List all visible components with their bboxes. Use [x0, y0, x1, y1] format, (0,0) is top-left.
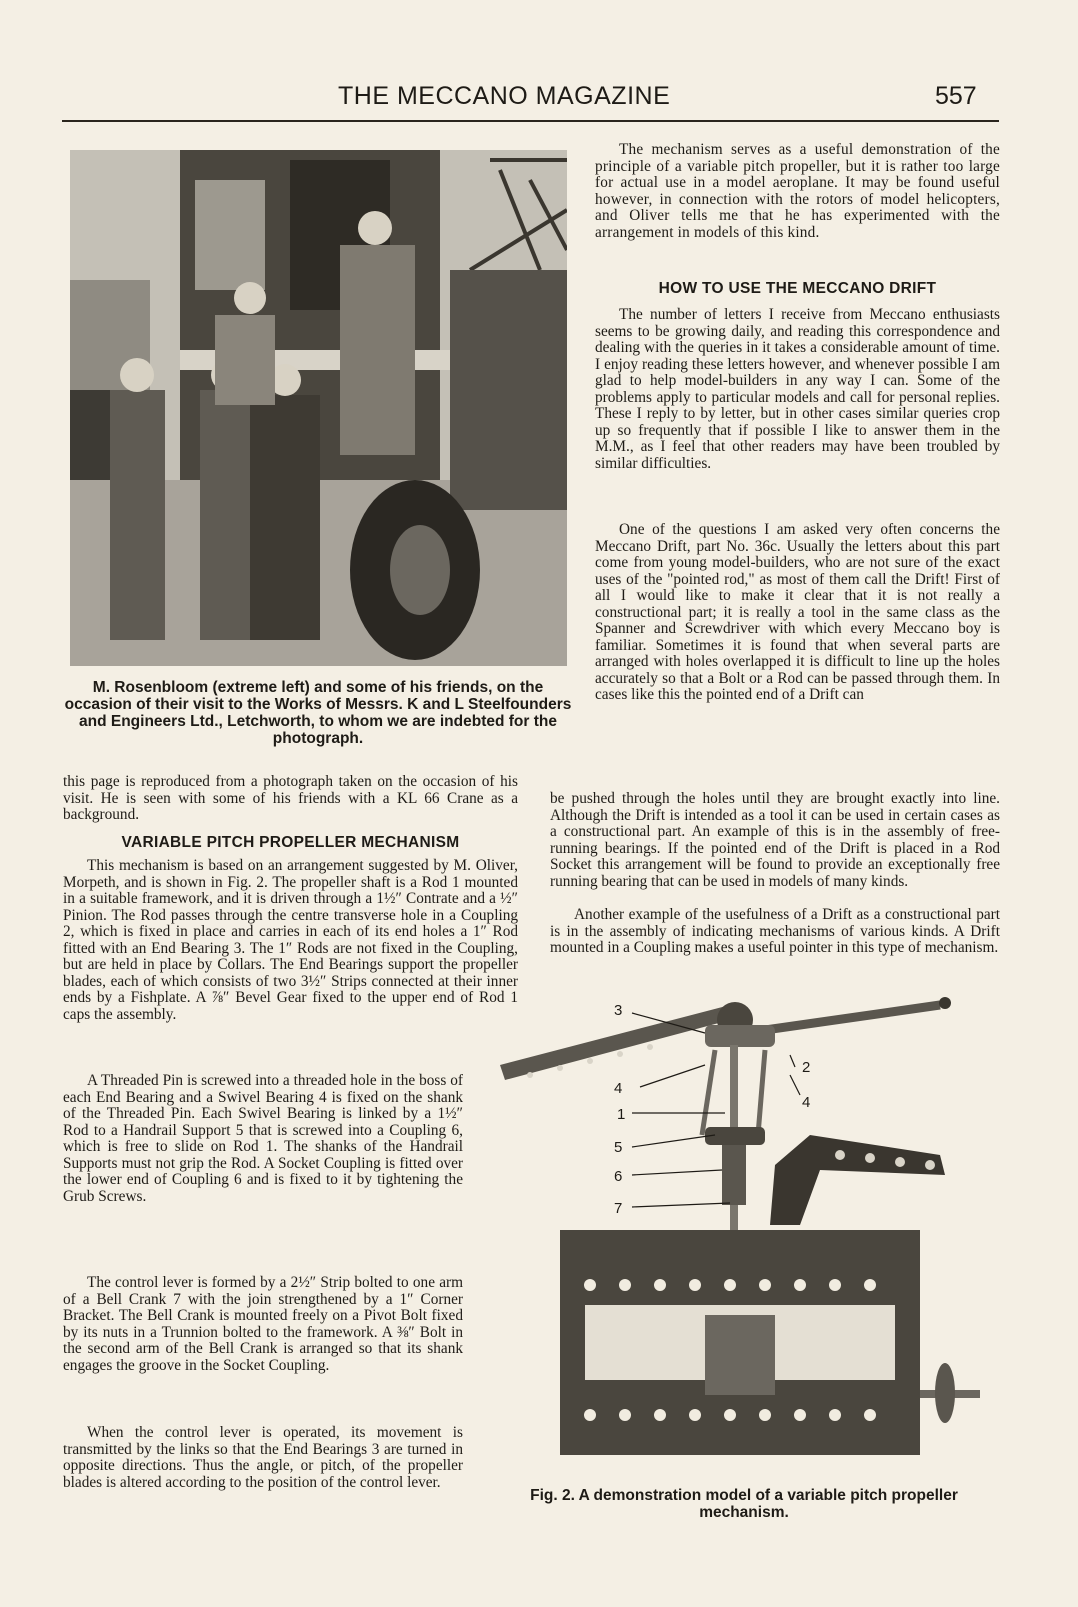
figure-callout: 2: [802, 1059, 811, 1076]
photo-intro-paragraph: this page is reproduced from a photograph taken on the occasion of his visit. He is seen with some of his friends with a KL 66 Crane as a background.: [63, 773, 518, 823]
section-heading-propeller: VARIABLE PITCH PROPELLER MECHANISM: [121, 834, 460, 851]
propeller-mechanism-illustration: [490, 995, 1010, 1475]
drift-paragraph: One of the questions I am asked very often concerns the Meccano Drift, part No. 36c. Usually the letters about this part come from young model-builders, who are not sure of the exact uses of the "pointed rod," as most of them call the Drift! First of all I would like to make it clear that it is not really a constructional part; it is really a tool in the same class as the Spanner and Screwdriver with which every Meccano boy is familiar. Sometimes it is found that when several parts are arranged with holes overlapped it is difficult to line up the holes accurately so that a Bolt or a Rod can be passed through them. In cases like this the pointed end of a Drift can: [595, 521, 1000, 703]
crane-photograph: [70, 150, 567, 666]
figure-caption: Fig. 2. A demonstration model of a variable pitch propeller mechanism.: [530, 1487, 958, 1521]
section-heading-drift: HOW TO USE THE MECCANO DRIFT: [658, 280, 937, 297]
page-number: 557: [935, 82, 977, 110]
figure-callout: 4: [614, 1080, 623, 1097]
drift-intro-paragraph: The mechanism serves as a useful demonstration of the principle of a variable pitch propeller, but it is rather too large for actual use in a model aeroplane. It may be found useful however, in connection with the rotors of model helicopters, and Oliver tells me that he has experimented with the arrangement in models of this kind.: [595, 141, 1000, 241]
figure-callout: 3: [614, 1002, 623, 1019]
propeller-paragraph: A Threaded Pin is screwed into a threaded hole in the boss of each End Bearing and a Swivel Bearing 4 is fixed on the shank of the Threaded Pin. Each Swivel Bearing is linked by a 1½″ Rod to a Handrail Support 5 that is screwed into a Coupling 6, which is free to slide on Rod 1. The shanks of the Handrail Supports must not grip the Rod. A Socket Coupling is fitted over the lower end of Coupling 6 and is fixed to it by tightening the Grub Screws.: [63, 1072, 463, 1205]
propeller-paragraph: This mechanism is based on an arrangement suggested by M. Oliver, Morpeth, and is shown in Fig. 2. The propeller shaft is a Rod 1 mounted in a suitable framework, and it is driven through a 1½″ Contrate and a ½″ Pinion. The Rod passes through the centre transverse hole in a Coupling 2, which is fixed in place and carries in each of its end holes a 1″ Rod fitted with an End Bearing 3. The 1″ Rods are not fixed in the Coupling, but are held in place by Collars. The End Bearings support the propeller blades, each of which consists of two 3½″ Strips connected at their inner ends by a Fishplate. A ⅞″ Bevel Gear fixed to the upper end of Rod 1 caps the assembly.: [63, 857, 518, 1023]
propeller-mechanism-figure: [490, 995, 1010, 1475]
drift-paragraph: be pushed through the holes until they are brought exactly into line. Although the Drift is intended as a tool it can be used in certain cases as a constructional part. An example of this is in the assembly of free-running bearings. If the pointed end of the Drift is placed in a Rod Socket this arrangement will be found to provide an exceptionally free running bearing that can be used in models of many kinds.: [550, 790, 1000, 890]
magazine-title: THE MECCANO MAGAZINE: [338, 82, 671, 110]
figure-callout: 4: [802, 1094, 811, 1111]
crane-photo-illustration: [70, 150, 567, 666]
figure-callout: 7: [614, 1200, 623, 1217]
photo-caption: M. Rosenbloom (extreme left) and some of his friends, on the occasion of their visit to the Works of Messrs. K and L Steelfounders and Engineers Ltd., Letchworth, to whom we are indebted for the photograph.: [64, 679, 572, 747]
figure-callout: 6: [614, 1168, 623, 1185]
figure-callout: 1: [617, 1106, 626, 1123]
propeller-paragraph: When the control lever is operated, its movement is transmitted by the links so that the End Bearings 3 are turned in opposite directions. Thus the angle, or pitch, of the propeller blades is altered according to the position of the control lever.: [63, 1424, 463, 1491]
propeller-paragraph: The control lever is formed by a 2½″ Strip bolted to one arm of a Bell Crank 7 with the join strengthened by a 1″ Corner Bracket. The Bell Crank is mounted freely on a Pivot Bolt fixed by its nuts in a Trunnion bolted to the framework. A ⅜″ Bolt in the second arm of the Bell Crank is arranged so that its shank engages the groove in the Socket Coupling.: [63, 1274, 463, 1374]
drift-paragraph: The number of letters I receive from Meccano enthusiasts seems to be growing daily, and reading this correspondence and dealing with the queries in it takes a considerable amount of time. I enjoy reading these letters however, and whenever possible I am glad to help model-builders in any way I can. Some of the problems apply to particular models and call for personal replies. These I reply to by letter, but in other cases similar queries crop up so frequently that if possible I like to answer them in the M.M., as I feel that other readers may have been troubled by similar difficulties.: [595, 306, 1000, 472]
drift-paragraph: Another example of the usefulness of a Drift as a constructional part is in the assembly of indicating mechanisms of various kinds. A Drift mounted in a Coupling makes a useful pointer in this type of mechanism.: [550, 906, 1000, 956]
figure-callout: 5: [614, 1139, 623, 1156]
header-rule: [62, 120, 999, 122]
